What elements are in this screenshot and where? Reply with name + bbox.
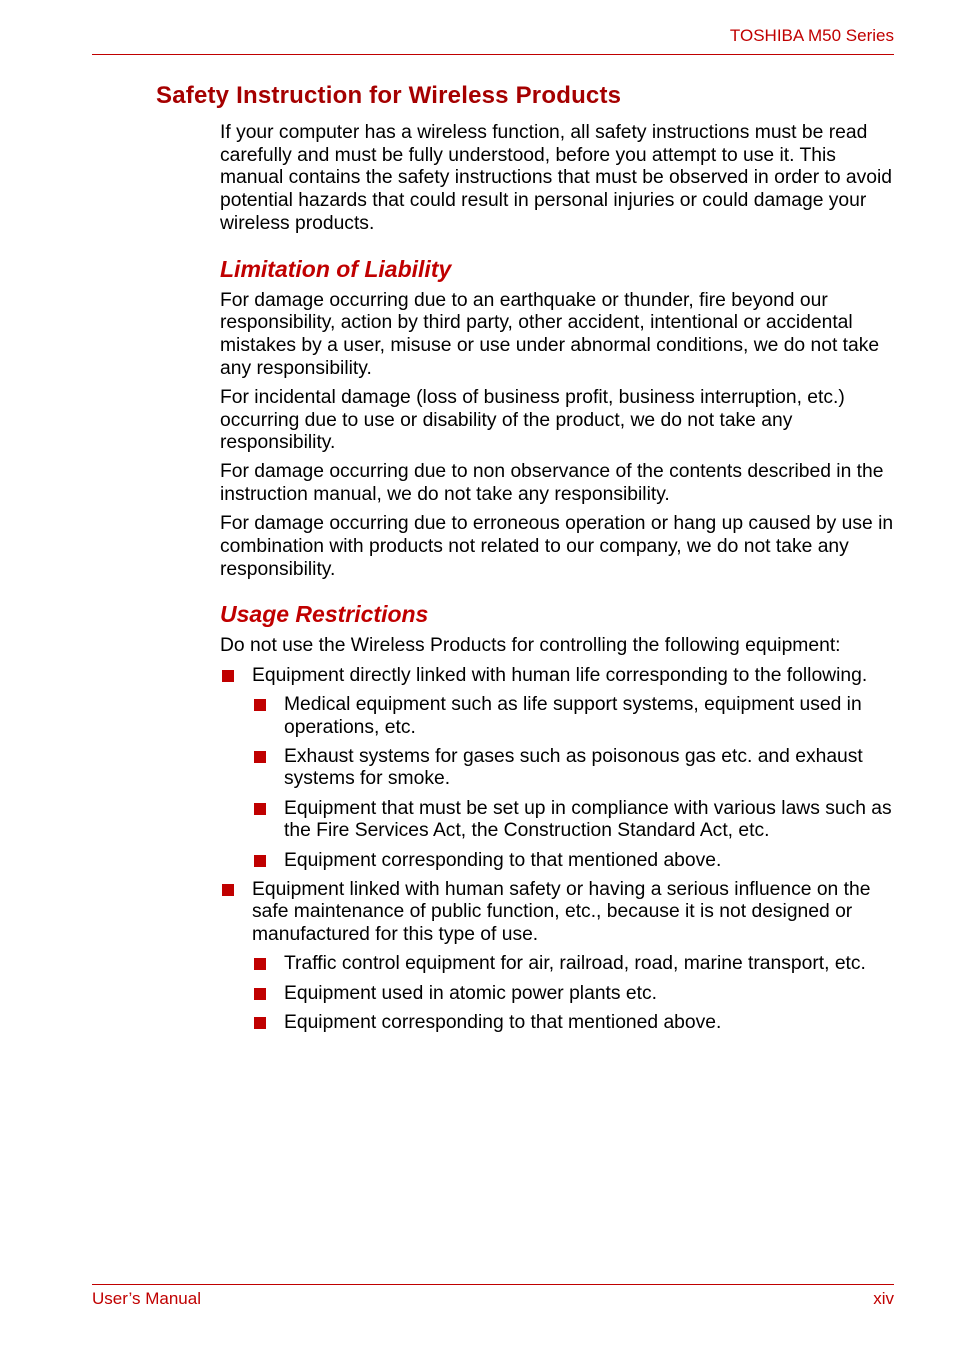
intro-paragraph: If your computer has a wireless function, all safety instructions must be read carefully and must be fully understood, before you attempt to use it. This manual contains the safety instructions that must be observed in order to avoid potential hazards that could result in personal injuries or could damage your wireless products. [220,122,893,234]
sub-list [252,953,896,1034]
list-item-text: Equipment corresponding to that mentioned above. [284,849,722,871]
list-item-text: Traffic control equipment for air, railroad, road, marine transport, etc. [284,953,866,975]
list-item [252,798,896,843]
liability-paragraph: For incidental damage (loss of business profit, business interruption, etc.) occurring due to use or disability of the product, we do not take any responsibility. [220,386,845,454]
bullet-icon [222,884,234,896]
list-item [252,1012,896,1035]
list-item [220,879,896,1035]
list-item [252,746,896,791]
bullet-icon [254,751,266,763]
running-header: TOSHIBA M50 Series [729,26,894,45]
footer-rule [92,1284,894,1285]
bullet-icon [254,958,266,970]
list-item-text: Equipment linked with human safety or having a serious influence on the safe maintenance of public function, etc., because it is not designed or manufactured for this type of use. [252,878,871,946]
bullet-icon [222,670,234,682]
list-item-text: Equipment directly linked with human life corresponding to the following. [252,664,868,686]
liability-heading: Limitation of Liability [220,255,452,282]
bullet-icon [254,855,266,867]
bullet-icon [254,699,266,711]
list-item-text: Exhaust systems for gases such as poisonous gas etc. and exhaust systems for smoke. [284,745,863,790]
bullet-icon [254,988,266,1000]
bullet-icon [254,803,266,815]
usage-heading: Usage Restrictions [220,601,429,628]
liability-paragraph: For damage occurring due to an earthquake or thunder, fire beyond our responsibility, action by third party, other accident, intentional or accidental mistakes by a user, misuse or use under abnormal conditions, we do not take any responsibility. [220,289,880,379]
list-item [252,953,896,976]
usage-list [220,665,896,1035]
list-item-text: Equipment that must be set up in compliance with various laws such as the Fire Services Act, the Construction Standard Act, etc. [284,797,892,842]
list-item-text: Equipment used in atomic power plants etc. [284,982,657,1004]
list-item [252,850,896,873]
section-heading: Safety Instruction for Wireless Products [156,82,622,109]
list-item [220,665,896,873]
sub-list [252,694,896,872]
list-item [252,983,896,1006]
liability-paragraph: For damage occurring due to erroneous operation or hang up caused by use in combination with products not related to our company, we do not take any responsibility. [220,513,894,580]
list-item [252,694,896,739]
page-number: xiv [873,1289,894,1308]
section-body [220,122,896,1041]
usage-intro: Do not use the Wireless Products for controlling the following equipment: [220,635,841,657]
header-rule [92,54,894,55]
footer-manual-label: User’s Manual [92,1289,201,1308]
list-item-text: Medical equipment such as life support systems, equipment used in operations, etc. [284,693,862,738]
bullet-icon [254,1017,266,1029]
list-item-text: Equipment corresponding to that mentioned above. [284,1011,722,1033]
liability-paragraph: For damage occurring due to non observance of the contents described in the instruction manual, we do not take any responsibility. [220,461,884,506]
